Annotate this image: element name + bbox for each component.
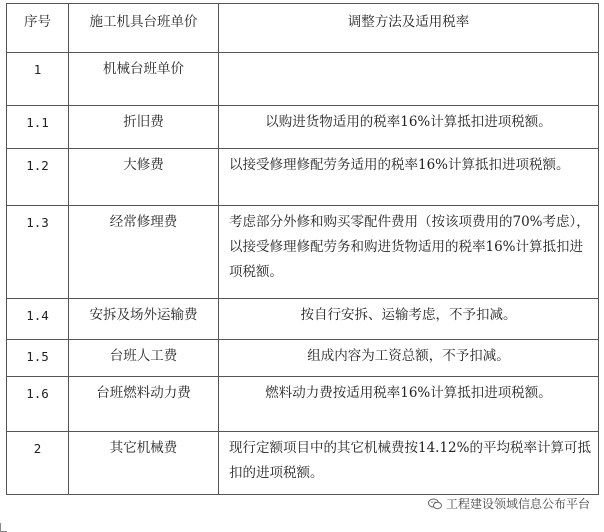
row-number: 1.3 <box>7 206 69 299</box>
row-method: 以接受修理修配劳务适用的税率16%计算抵扣进项税额。 <box>219 149 599 206</box>
table-row <box>7 149 599 206</box>
row-method: 以购进货物适用的税率16%计算抵扣进项税额。 <box>219 106 599 149</box>
source-watermark <box>426 495 592 512</box>
row-number: 1 <box>7 53 69 106</box>
table-row <box>7 377 599 432</box>
row-method: 燃料动力费按适用税率16%计算抵扣进项税额。 <box>219 377 599 432</box>
row-number: 1.1 <box>7 106 69 149</box>
table-row <box>7 206 599 299</box>
watermark-text: 工程建设领域信息公布平台 <box>445 497 590 511</box>
header-machine-price: 施工机具台班单价 <box>69 4 219 53</box>
row-item: 台班人工费 <box>69 340 219 377</box>
corner-mark <box>0 523 7 532</box>
row-method <box>219 53 599 106</box>
wechat-icon <box>428 498 442 510</box>
row-number: 1.6 <box>7 377 69 432</box>
row-item: 大修费 <box>69 149 219 206</box>
table-row <box>7 299 599 340</box>
table-header-row <box>7 4 599 53</box>
row-method: 按自行安拆、运输考虑，不予扣减。 <box>219 299 599 340</box>
row-item: 折旧费 <box>69 106 219 149</box>
tax-rate-table <box>6 3 599 495</box>
header-adjust-method: 调整方法及适用税率 <box>219 4 599 53</box>
row-item: 经常修理费 <box>69 206 219 299</box>
table-row <box>7 53 599 106</box>
row-number: 1.2 <box>7 149 69 206</box>
row-method: 现行定额项目中的其它机械费按14.12%的平均税率计算可抵扣的进项税额。 <box>219 432 599 495</box>
row-item: 台班燃料动力费 <box>69 377 219 432</box>
row-method: 考虑部分外修和购买零配件费用（按该项费用的70%考虑），以接受修理修配劳务和购进货物适用的税率16%计算抵扣进项税额。 <box>219 206 599 299</box>
table-row <box>7 106 599 149</box>
row-item: 安拆及场外运输费 <box>69 299 219 340</box>
header-serial: 序号 <box>7 4 69 53</box>
row-item: 机械台班单价 <box>69 53 219 106</box>
row-number: 1.4 <box>7 299 69 340</box>
table-row <box>7 340 599 377</box>
row-number: 2 <box>7 432 69 495</box>
row-item: 其它机械费 <box>69 432 219 495</box>
row-number: 1.5 <box>7 340 69 377</box>
row-method: 组成内容为工资总额，不予扣减。 <box>219 340 599 377</box>
table-row <box>7 432 599 495</box>
